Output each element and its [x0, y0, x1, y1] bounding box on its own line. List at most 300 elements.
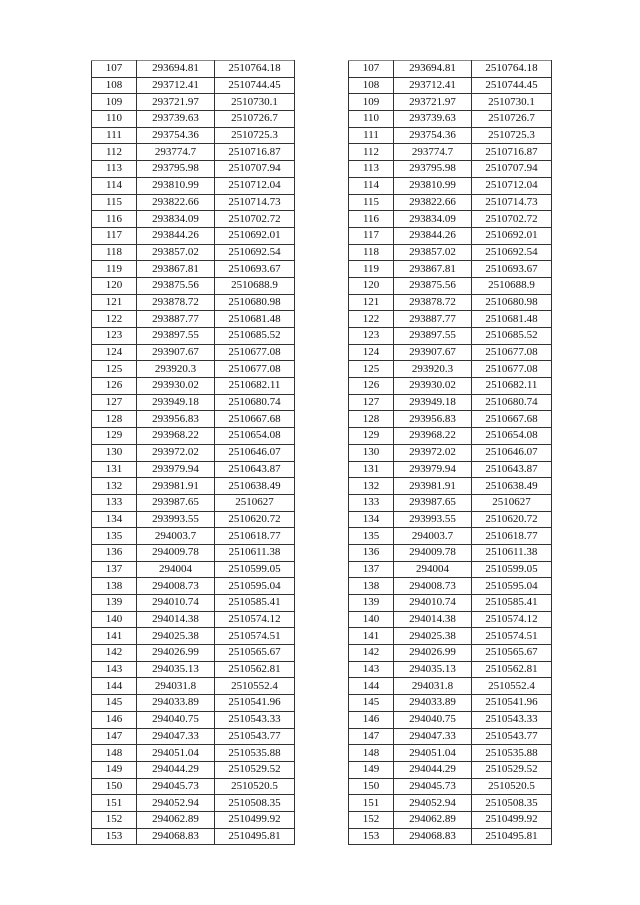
table-row — [92, 94, 295, 111]
table-row — [349, 478, 552, 495]
y-coordinate-cell: 2510681.48 — [215, 311, 295, 328]
table-row — [349, 544, 552, 561]
point-number-cell: 128 — [349, 411, 394, 428]
x-coordinate-cell: 294035.13 — [394, 661, 472, 678]
x-coordinate-cell: 294052.94 — [394, 795, 472, 812]
y-coordinate-cell: 2510680.98 — [472, 294, 552, 311]
x-coordinate-cell: 293822.66 — [394, 194, 472, 211]
table-row — [349, 111, 552, 128]
x-coordinate-cell: 293981.91 — [137, 478, 215, 495]
y-coordinate-cell: 2510543.77 — [472, 728, 552, 745]
y-coordinate-cell: 2510654.08 — [215, 428, 295, 445]
y-coordinate-cell: 2510693.67 — [472, 261, 552, 278]
point-number-cell: 132 — [92, 478, 137, 495]
point-number-cell: 137 — [349, 561, 394, 578]
table-row — [92, 444, 295, 461]
table-row — [92, 61, 295, 78]
y-coordinate-cell: 2510508.35 — [472, 795, 552, 812]
y-coordinate-cell: 2510764.18 — [215, 61, 295, 78]
y-coordinate-cell: 2510499.92 — [472, 811, 552, 828]
point-number-cell: 151 — [92, 795, 137, 812]
y-coordinate-cell: 2510535.88 — [472, 745, 552, 762]
point-number-cell: 144 — [349, 678, 394, 695]
y-coordinate-cell: 2510692.54 — [215, 244, 295, 261]
point-number-cell: 133 — [349, 494, 394, 511]
point-number-cell: 147 — [92, 728, 137, 745]
x-coordinate-cell: 294014.38 — [394, 611, 472, 628]
y-coordinate-cell: 2510646.07 — [472, 444, 552, 461]
y-coordinate-cell: 2510685.52 — [215, 328, 295, 345]
point-number-cell: 117 — [92, 227, 137, 244]
y-coordinate-cell: 2510730.1 — [215, 94, 295, 111]
y-coordinate-cell: 2510730.1 — [472, 94, 552, 111]
table-row — [92, 294, 295, 311]
x-coordinate-cell: 294025.38 — [137, 628, 215, 645]
x-coordinate-cell: 293867.81 — [394, 261, 472, 278]
x-coordinate-cell: 293981.91 — [394, 478, 472, 495]
point-number-cell: 136 — [92, 544, 137, 561]
point-number-cell: 124 — [92, 344, 137, 361]
y-coordinate-cell: 2510667.68 — [472, 411, 552, 428]
y-coordinate-cell: 2510726.7 — [472, 111, 552, 128]
y-coordinate-cell: 2510499.92 — [215, 811, 295, 828]
table-row — [349, 61, 552, 78]
x-coordinate-cell: 293878.72 — [394, 294, 472, 311]
x-coordinate-cell: 294040.75 — [137, 711, 215, 728]
y-coordinate-cell: 2510712.04 — [215, 177, 295, 194]
y-coordinate-cell: 2510716.87 — [215, 144, 295, 161]
x-coordinate-cell: 293774.7 — [137, 144, 215, 161]
point-number-cell: 143 — [92, 661, 137, 678]
y-coordinate-cell: 2510677.08 — [215, 344, 295, 361]
point-number-cell: 121 — [349, 294, 394, 311]
point-number-cell: 148 — [349, 745, 394, 762]
point-number-cell: 134 — [92, 511, 137, 528]
x-coordinate-cell: 293754.36 — [394, 127, 472, 144]
table-row — [349, 277, 552, 294]
table-row — [92, 311, 295, 328]
table-row — [92, 528, 295, 545]
table-row — [92, 244, 295, 261]
y-coordinate-cell: 2510692.01 — [215, 227, 295, 244]
table-row — [349, 695, 552, 712]
table-row — [349, 311, 552, 328]
y-coordinate-cell: 2510508.35 — [215, 795, 295, 812]
x-coordinate-cell: 294009.78 — [137, 544, 215, 561]
x-coordinate-cell: 294004 — [394, 561, 472, 578]
table-row — [349, 177, 552, 194]
y-coordinate-cell: 2510565.67 — [215, 645, 295, 662]
table-row — [349, 761, 552, 778]
x-coordinate-cell: 293930.02 — [137, 378, 215, 395]
point-number-cell: 146 — [349, 711, 394, 728]
y-coordinate-cell: 2510543.77 — [215, 728, 295, 745]
x-coordinate-cell: 294047.33 — [394, 728, 472, 745]
x-coordinate-cell: 293968.22 — [137, 428, 215, 445]
table-row — [349, 611, 552, 628]
y-coordinate-cell: 2510681.48 — [472, 311, 552, 328]
x-coordinate-cell: 293844.26 — [137, 227, 215, 244]
coordinate-table-left — [91, 60, 295, 845]
y-coordinate-cell: 2510552.4 — [215, 678, 295, 695]
x-coordinate-cell: 294003.7 — [394, 528, 472, 545]
y-coordinate-cell: 2510744.45 — [215, 77, 295, 94]
table-row — [92, 511, 295, 528]
x-coordinate-cell: 294033.89 — [394, 695, 472, 712]
x-coordinate-cell: 293987.65 — [137, 494, 215, 511]
table-row — [92, 144, 295, 161]
point-number-cell: 110 — [92, 111, 137, 128]
y-coordinate-cell: 2510702.72 — [472, 211, 552, 228]
table-row — [92, 811, 295, 828]
x-coordinate-cell: 294068.83 — [394, 828, 472, 845]
point-number-cell: 126 — [349, 378, 394, 395]
table-row — [349, 645, 552, 662]
x-coordinate-cell: 294031.8 — [137, 678, 215, 695]
x-coordinate-cell: 293795.98 — [394, 161, 472, 178]
point-number-cell: 125 — [92, 361, 137, 378]
x-coordinate-cell: 294035.13 — [137, 661, 215, 678]
table-row — [349, 828, 552, 845]
point-number-cell: 108 — [349, 77, 394, 94]
y-coordinate-cell: 2510595.04 — [472, 578, 552, 595]
x-coordinate-cell: 294025.38 — [394, 628, 472, 645]
table-row — [349, 378, 552, 395]
table-row — [349, 428, 552, 445]
table-row — [92, 344, 295, 361]
y-coordinate-cell: 2510535.88 — [215, 745, 295, 762]
y-coordinate-cell: 2510611.38 — [215, 544, 295, 561]
y-coordinate-cell: 2510677.08 — [472, 344, 552, 361]
y-coordinate-cell: 2510618.77 — [215, 528, 295, 545]
x-coordinate-cell: 294062.89 — [394, 811, 472, 828]
x-coordinate-cell: 293795.98 — [137, 161, 215, 178]
table-row — [349, 261, 552, 278]
table-row — [92, 828, 295, 845]
x-coordinate-cell: 294052.94 — [137, 795, 215, 812]
x-coordinate-cell: 294044.29 — [137, 761, 215, 778]
point-number-cell: 152 — [92, 811, 137, 828]
x-coordinate-cell: 293968.22 — [394, 428, 472, 445]
point-number-cell: 123 — [349, 328, 394, 345]
point-number-cell: 129 — [349, 428, 394, 445]
x-coordinate-cell: 294062.89 — [137, 811, 215, 828]
x-coordinate-cell: 294010.74 — [394, 595, 472, 612]
point-number-cell: 153 — [92, 828, 137, 845]
y-coordinate-cell: 2510725.3 — [215, 127, 295, 144]
point-number-cell: 150 — [92, 778, 137, 795]
x-coordinate-cell: 293987.65 — [394, 494, 472, 511]
point-number-cell: 107 — [349, 61, 394, 78]
point-number-cell: 116 — [92, 211, 137, 228]
table-row — [92, 211, 295, 228]
table-row — [349, 461, 552, 478]
x-coordinate-cell: 293822.66 — [137, 194, 215, 211]
y-coordinate-cell: 2510520.5 — [215, 778, 295, 795]
y-coordinate-cell: 2510574.12 — [472, 611, 552, 628]
table-row — [349, 328, 552, 345]
y-coordinate-cell: 2510685.52 — [472, 328, 552, 345]
x-coordinate-cell: 294008.73 — [137, 578, 215, 595]
table-row — [349, 127, 552, 144]
table-row — [92, 328, 295, 345]
x-coordinate-cell: 293834.09 — [394, 211, 472, 228]
y-coordinate-cell: 2510627 — [215, 494, 295, 511]
table-row — [349, 244, 552, 261]
y-coordinate-cell: 2510574.12 — [215, 611, 295, 628]
table-row — [349, 795, 552, 812]
table-row — [92, 578, 295, 595]
x-coordinate-cell: 293887.77 — [137, 311, 215, 328]
point-number-cell: 134 — [349, 511, 394, 528]
table-row — [92, 227, 295, 244]
point-number-cell: 116 — [349, 211, 394, 228]
x-coordinate-cell: 294045.73 — [137, 778, 215, 795]
y-coordinate-cell: 2510714.73 — [472, 194, 552, 211]
table-row — [349, 628, 552, 645]
point-number-cell: 131 — [349, 461, 394, 478]
x-coordinate-cell: 293979.94 — [137, 461, 215, 478]
table-row — [349, 211, 552, 228]
y-coordinate-cell: 2510574.51 — [215, 628, 295, 645]
y-coordinate-cell: 2510543.33 — [472, 711, 552, 728]
y-coordinate-cell: 2510562.81 — [215, 661, 295, 678]
table-row — [92, 194, 295, 211]
x-coordinate-cell: 294014.38 — [137, 611, 215, 628]
point-number-cell: 109 — [349, 94, 394, 111]
x-coordinate-cell: 294051.04 — [137, 745, 215, 762]
x-coordinate-cell: 293844.26 — [394, 227, 472, 244]
x-coordinate-cell: 294026.99 — [137, 645, 215, 662]
x-coordinate-cell: 293739.63 — [394, 111, 472, 128]
point-number-cell: 153 — [349, 828, 394, 845]
x-coordinate-cell: 294047.33 — [137, 728, 215, 745]
table-row — [349, 161, 552, 178]
point-number-cell: 149 — [349, 761, 394, 778]
y-coordinate-cell: 2510643.87 — [472, 461, 552, 478]
x-coordinate-cell: 293739.63 — [137, 111, 215, 128]
x-coordinate-cell: 293875.56 — [394, 277, 472, 294]
point-number-cell: 127 — [92, 394, 137, 411]
table-row — [349, 811, 552, 828]
table-row — [92, 411, 295, 428]
y-coordinate-cell: 2510611.38 — [472, 544, 552, 561]
x-coordinate-cell: 293774.7 — [394, 144, 472, 161]
table-row — [349, 361, 552, 378]
x-coordinate-cell: 293907.67 — [394, 344, 472, 361]
x-coordinate-cell: 293721.97 — [394, 94, 472, 111]
point-number-cell: 146 — [92, 711, 137, 728]
y-coordinate-cell: 2510688.9 — [215, 277, 295, 294]
point-number-cell: 125 — [349, 361, 394, 378]
table-row — [92, 745, 295, 762]
table-row — [92, 628, 295, 645]
y-coordinate-cell: 2510667.68 — [215, 411, 295, 428]
table-row — [349, 511, 552, 528]
point-number-cell: 135 — [349, 528, 394, 545]
point-number-cell: 118 — [349, 244, 394, 261]
point-number-cell: 130 — [92, 444, 137, 461]
x-coordinate-cell: 293956.83 — [137, 411, 215, 428]
x-coordinate-cell: 293907.67 — [137, 344, 215, 361]
point-number-cell: 147 — [349, 728, 394, 745]
table-row — [92, 261, 295, 278]
table-row — [92, 361, 295, 378]
y-coordinate-cell: 2510680.98 — [215, 294, 295, 311]
table-row — [349, 444, 552, 461]
x-coordinate-cell: 294068.83 — [137, 828, 215, 845]
coordinate-table-right — [348, 60, 552, 845]
point-number-cell: 145 — [92, 695, 137, 712]
point-number-cell: 112 — [349, 144, 394, 161]
point-number-cell: 115 — [349, 194, 394, 211]
table-row — [349, 77, 552, 94]
y-coordinate-cell: 2510726.7 — [215, 111, 295, 128]
y-coordinate-cell: 2510562.81 — [472, 661, 552, 678]
point-number-cell: 110 — [349, 111, 394, 128]
point-number-cell: 142 — [349, 645, 394, 662]
x-coordinate-cell: 293972.02 — [394, 444, 472, 461]
point-number-cell: 140 — [349, 611, 394, 628]
y-coordinate-cell: 2510725.3 — [472, 127, 552, 144]
point-number-cell: 111 — [349, 127, 394, 144]
y-coordinate-cell: 2510529.52 — [472, 761, 552, 778]
point-number-cell: 140 — [92, 611, 137, 628]
y-coordinate-cell: 2510620.72 — [472, 511, 552, 528]
point-number-cell: 131 — [92, 461, 137, 478]
x-coordinate-cell: 294045.73 — [394, 778, 472, 795]
x-coordinate-cell: 293878.72 — [137, 294, 215, 311]
point-number-cell: 119 — [349, 261, 394, 278]
point-number-cell: 141 — [349, 628, 394, 645]
point-number-cell: 137 — [92, 561, 137, 578]
table-row — [349, 144, 552, 161]
y-coordinate-cell: 2510677.08 — [215, 361, 295, 378]
point-number-cell: 133 — [92, 494, 137, 511]
table-row — [349, 778, 552, 795]
x-coordinate-cell: 294004 — [137, 561, 215, 578]
point-number-cell: 145 — [349, 695, 394, 712]
table-row — [349, 745, 552, 762]
y-coordinate-cell: 2510620.72 — [215, 511, 295, 528]
x-coordinate-cell: 294010.74 — [137, 595, 215, 612]
point-number-cell: 109 — [92, 94, 137, 111]
y-coordinate-cell: 2510702.72 — [215, 211, 295, 228]
x-coordinate-cell: 293887.77 — [394, 311, 472, 328]
y-coordinate-cell: 2510654.08 — [472, 428, 552, 445]
x-coordinate-cell: 293920.3 — [394, 361, 472, 378]
table-row — [92, 177, 295, 194]
point-number-cell: 143 — [349, 661, 394, 678]
table-row — [92, 461, 295, 478]
point-number-cell: 123 — [92, 328, 137, 345]
table-row — [92, 111, 295, 128]
y-coordinate-cell: 2510712.04 — [472, 177, 552, 194]
point-number-cell: 117 — [349, 227, 394, 244]
y-coordinate-cell: 2510677.08 — [472, 361, 552, 378]
table-row — [349, 394, 552, 411]
y-coordinate-cell: 2510585.41 — [472, 595, 552, 612]
point-number-cell: 151 — [349, 795, 394, 812]
y-coordinate-cell: 2510693.67 — [215, 261, 295, 278]
y-coordinate-cell: 2510638.49 — [215, 478, 295, 495]
point-number-cell: 113 — [349, 161, 394, 178]
point-number-cell: 142 — [92, 645, 137, 662]
x-coordinate-cell: 293857.02 — [137, 244, 215, 261]
table-row — [92, 695, 295, 712]
y-coordinate-cell: 2510682.11 — [215, 378, 295, 395]
x-coordinate-cell: 294040.75 — [394, 711, 472, 728]
point-number-cell: 113 — [92, 161, 137, 178]
y-coordinate-cell: 2510495.81 — [215, 828, 295, 845]
point-number-cell: 118 — [92, 244, 137, 261]
x-coordinate-cell: 293979.94 — [394, 461, 472, 478]
table-row — [349, 411, 552, 428]
point-number-cell: 135 — [92, 528, 137, 545]
y-coordinate-cell: 2510646.07 — [215, 444, 295, 461]
point-number-cell: 121 — [92, 294, 137, 311]
x-coordinate-cell: 293810.99 — [137, 177, 215, 194]
x-coordinate-cell: 294003.7 — [137, 528, 215, 545]
y-coordinate-cell: 2510744.45 — [472, 77, 552, 94]
y-coordinate-cell: 2510599.05 — [215, 561, 295, 578]
x-coordinate-cell: 293972.02 — [137, 444, 215, 461]
y-coordinate-cell: 2510714.73 — [215, 194, 295, 211]
y-coordinate-cell: 2510682.11 — [472, 378, 552, 395]
x-coordinate-cell: 293867.81 — [137, 261, 215, 278]
point-number-cell: 129 — [92, 428, 137, 445]
table-row — [92, 428, 295, 445]
table-row — [349, 344, 552, 361]
point-number-cell: 136 — [349, 544, 394, 561]
y-coordinate-cell: 2510688.9 — [472, 277, 552, 294]
x-coordinate-cell: 294051.04 — [394, 745, 472, 762]
x-coordinate-cell: 294033.89 — [137, 695, 215, 712]
point-number-cell: 144 — [92, 678, 137, 695]
y-coordinate-cell: 2510585.41 — [215, 595, 295, 612]
table-row — [92, 561, 295, 578]
x-coordinate-cell: 293993.55 — [137, 511, 215, 528]
x-coordinate-cell: 293721.97 — [137, 94, 215, 111]
point-number-cell: 132 — [349, 478, 394, 495]
point-number-cell: 114 — [349, 177, 394, 194]
y-coordinate-cell: 2510529.52 — [215, 761, 295, 778]
point-number-cell: 152 — [349, 811, 394, 828]
table-row — [92, 711, 295, 728]
table-row — [92, 394, 295, 411]
table-row — [349, 94, 552, 111]
table-row — [349, 561, 552, 578]
y-coordinate-cell: 2510618.77 — [472, 528, 552, 545]
x-coordinate-cell: 294009.78 — [394, 544, 472, 561]
y-coordinate-cell: 2510707.94 — [472, 161, 552, 178]
table-row — [92, 778, 295, 795]
point-number-cell: 120 — [349, 277, 394, 294]
table-row — [92, 595, 295, 612]
y-coordinate-cell: 2510707.94 — [215, 161, 295, 178]
point-number-cell: 124 — [349, 344, 394, 361]
table-row — [349, 711, 552, 728]
y-coordinate-cell: 2510627 — [472, 494, 552, 511]
y-coordinate-cell: 2510541.96 — [215, 695, 295, 712]
x-coordinate-cell: 293712.41 — [394, 77, 472, 94]
point-number-cell: 115 — [92, 194, 137, 211]
point-number-cell: 130 — [349, 444, 394, 461]
table-row — [349, 194, 552, 211]
x-coordinate-cell: 294031.8 — [394, 678, 472, 695]
table-row — [349, 227, 552, 244]
x-coordinate-cell: 293834.09 — [137, 211, 215, 228]
